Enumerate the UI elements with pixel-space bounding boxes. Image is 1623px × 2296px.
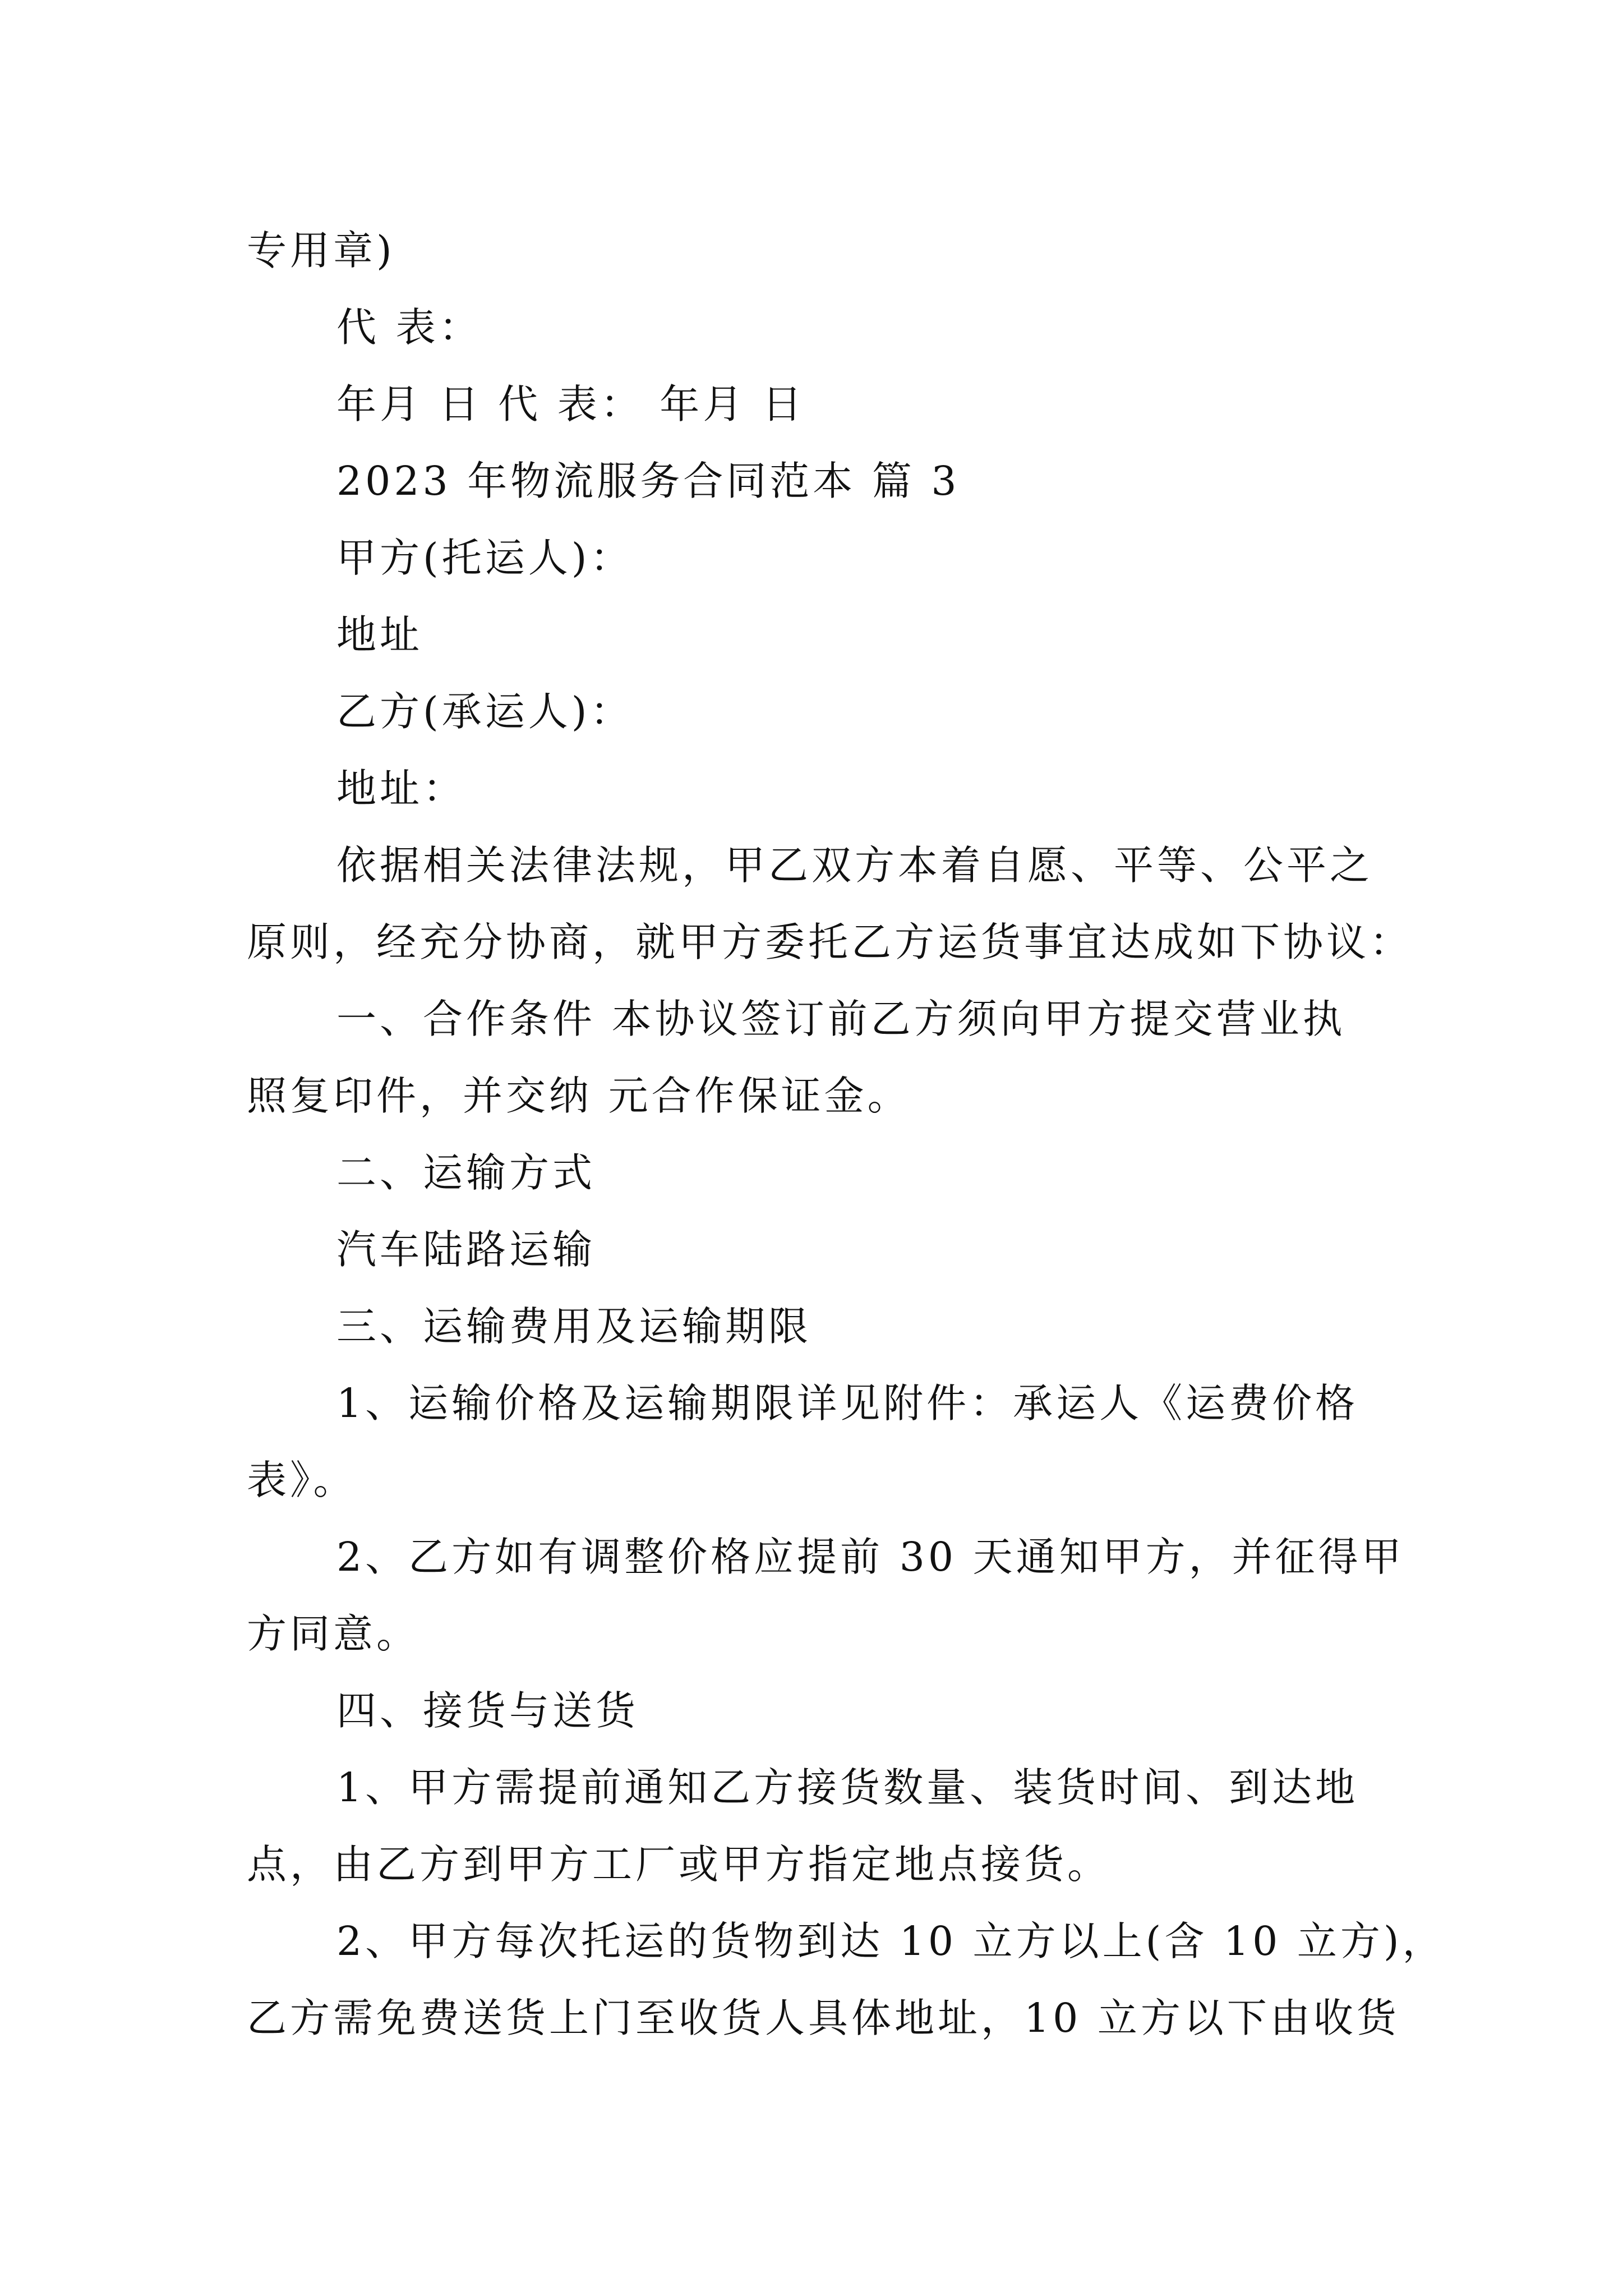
text-line: 原则，经充分协商，就甲方委托乙方运货事宜达成如下协议：: [247, 919, 1413, 965]
section-heading: 2023 年物流服务合同范本 篇 3: [336, 458, 960, 504]
text-line: 1、甲方需提前通知乙方接货数量、装货时间、到达地: [336, 1764, 1359, 1811]
text-line: 三、运输费用及运输期限: [336, 1303, 812, 1350]
text-line: 年月 日 代 表： 年月 日: [336, 381, 805, 427]
text-line: 乙方需免费送货上门至收货人具体地址，10 立方以下由收货: [247, 1995, 1400, 2041]
text-line: 地址：: [336, 765, 467, 812]
text-line: 依据相关法律法规，甲乙双方本着自愿、平等、公平之: [336, 842, 1373, 889]
text-line: 乙方(承运人)：: [336, 688, 634, 735]
text-line: 代 表：: [336, 304, 482, 351]
text-line: 二、运输方式: [336, 1149, 596, 1196]
text-line: 表》。: [247, 1457, 357, 1503]
text-line: 2、甲方每次托运的货物到达 10 立方以上(含 10 立方)，: [336, 1918, 1446, 1964]
document-body: [247, 212, 1446, 2056]
text-line: 照复印件，并交纳 元合作保证金。: [247, 1073, 911, 1119]
text-line: 四、接货与送货: [336, 1687, 639, 1734]
text-line: 一、合作条件 本协议签订前乙方须向甲方提交营业执: [336, 996, 1346, 1042]
text-line: 专用章): [247, 227, 395, 274]
text-line: 地址: [336, 611, 423, 658]
text-line: 1、运输价格及运输期限详见附件：承运人《运费价格: [336, 1380, 1359, 1427]
text-line: 方同意。: [247, 1611, 420, 1657]
text-line: 甲方(托运人)：: [336, 535, 634, 581]
text-line: 点，由乙方到甲方工厂或甲方指定地点接货。: [247, 1841, 1111, 1888]
text-line: 汽车陆路运输: [336, 1226, 596, 1273]
text-line: 2、乙方如有调整价格应提前 30 天通知甲方，并征得甲: [336, 1534, 1405, 1580]
